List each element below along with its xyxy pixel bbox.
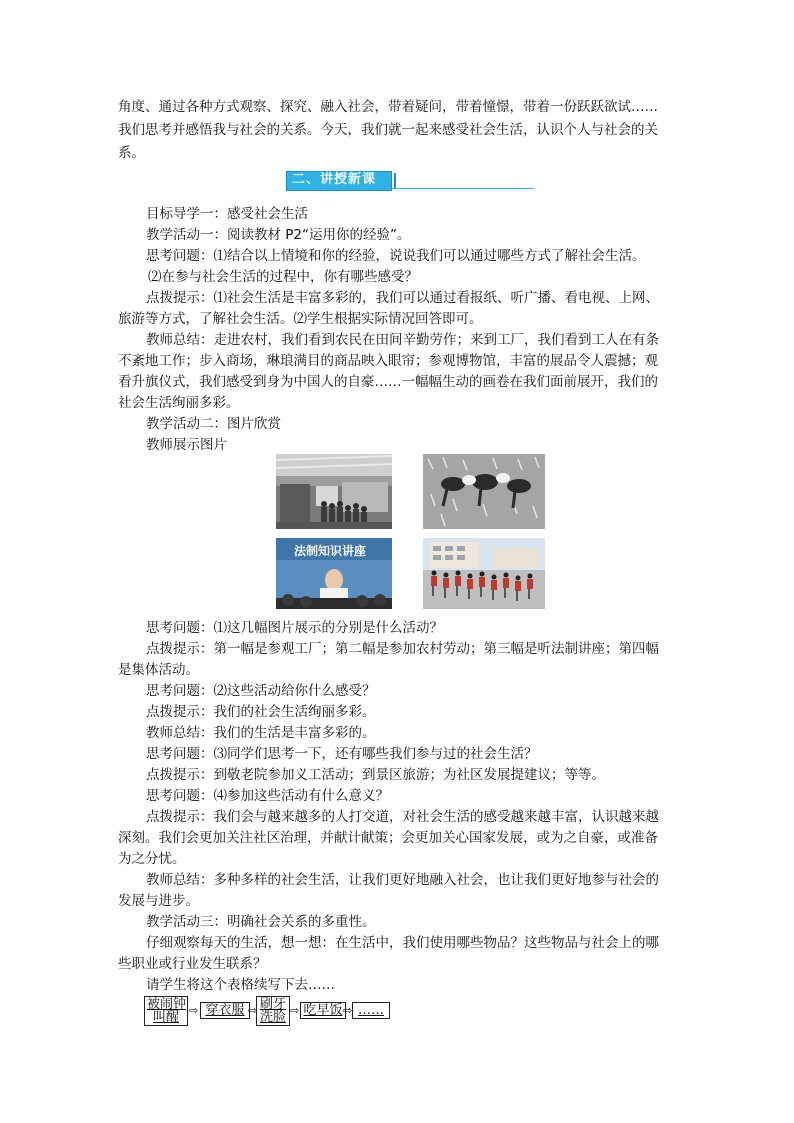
flow-arrow-icon: ⇨ (248, 1004, 258, 1017)
flow-box-more: …… (352, 1002, 390, 1019)
flow-box-breakfast: 吃早饭 (300, 1002, 346, 1019)
paragraph-line: 思考问题：⑴结合以上情境和你的经验，说说我们可以通过哪些方式了解社会生活。 (146, 248, 646, 264)
paragraph-line: 思考问题：⑴这几幅图片展示的分别是什么活动？ (146, 620, 443, 636)
paragraph-line: 思考问题：⑵这些活动给你什么感受？ (146, 683, 376, 699)
paragraph-line: 不紊地工作；步入商场，琳琅满目的商品映入眼帘；参观博物馆，丰富的展品令人震撼；观 (118, 353, 658, 369)
paragraph-line: 系。 (118, 145, 145, 161)
paragraph-line: 些职业或行业发生联系？ (118, 956, 267, 972)
paragraph-line: 社会生活绚丽多彩。 (118, 395, 240, 411)
flow-box-wash (256, 996, 290, 1026)
paragraph-line: 教师展示图片 (146, 437, 227, 453)
paragraph-line: 深刻。我们会更加关注社区治理，并献计献策；会更加关心国家发展，或为之自豪，或准备 (118, 830, 658, 846)
paragraph-line: 看升旗仪式，我们感受到身为中国人的自豪……一幅幅生动的画卷在我们面前展开，我们的 (118, 374, 658, 390)
flow-box-alarm (144, 996, 188, 1026)
paragraph-line: 教师总结：我们的生活是丰富多彩的。 (146, 725, 376, 741)
paragraph-line: 点拨提示：我们会与越来越多的人打交道，对社会生活的感受越来越丰富，认识越来越 (146, 809, 659, 825)
paragraph-line: 点拨提示：⑴社会生活是丰富多彩的，我们可以通过看报纸、听广播、看电视、上网、 (146, 290, 659, 306)
farm-labor-photo (423, 454, 545, 529)
paragraph-line: 教师总结：走进农村，我们看到农民在田间辛勤劳作；来到工厂，我们看到工人在有条 (146, 332, 659, 348)
section-heading-banner (286, 171, 534, 190)
section-heading: 二、讲授新课 (292, 172, 377, 187)
flow-box-wash-line2: 洗脸 (259, 1010, 286, 1025)
flow-arrow-icon: ⇨ (189, 1004, 199, 1017)
paragraph-line: 教师总结：多种多样的社会生活，让我们更好地融入社会，也让我们更好地参与社会的 (146, 872, 659, 888)
paragraph-line: 教学活动一：阅读教材 P2“运用你的经验”。 (146, 227, 411, 243)
paragraph-line: 教学活动三：明确社会关系的多重性。 (146, 914, 376, 930)
section-heading-underline (392, 188, 534, 189)
paragraph-line: 发展与进步。 (118, 893, 199, 909)
flow-box-alarm-line2: 叫醒 (152, 1010, 179, 1025)
paragraph-line: 教学活动二：图片欣赏 (146, 416, 281, 432)
paragraph-line: 目标导学一：感受社会生活 (146, 206, 308, 222)
paragraph-line: 为之分忧。 (118, 851, 186, 867)
flow-box-dress: 穿衣服 (200, 1002, 250, 1019)
daily-routine-flow (144, 996, 404, 1024)
paragraph-line: 是集体活动。 (118, 662, 199, 678)
flow-arrow-icon: ⇨ (290, 1004, 300, 1017)
lecture-banner-text: 法制知识讲座 (294, 544, 367, 558)
flow-box-wash-line1: 刷牙 (259, 997, 286, 1012)
flow-arrow-icon: ⇨ (343, 1004, 353, 1017)
paragraph-line: 角度、通过各种方式观察、探究、融入社会，带着疑问，带着憧憬，带着一份跃跃欲试…… (118, 99, 658, 115)
section-heading-bar (394, 173, 396, 188)
paragraph-line: 旅游等方式，了解社会生活。⑵学生根据实际情况回答即可。 (118, 311, 483, 327)
flow-box-alarm-line1: 被闹钟 (147, 997, 187, 1012)
legal-lecture-photo (276, 538, 392, 609)
paragraph-line: 思考问题：⑷参加这些活动有什么意义？ (146, 788, 389, 804)
paragraph-line: 仔细观察每天的生活，想一想：在生活中，我们使用哪些物品？这些物品与社会上的哪 (146, 935, 659, 951)
paragraph-line: 点拨提示：第一幅是参观工厂；第二幅是参加农村劳动；第三幅是听法制讲座；第四幅 (146, 641, 659, 657)
paragraph-line: 请学生将这个表格续写下去…… (146, 977, 335, 993)
paragraph-line: 点拨提示：我们的社会生活绚丽多彩。 (146, 704, 376, 720)
paragraph-line: 思考问题：⑶同学们思考一下，还有哪些我们参与过的社会生活？ (146, 746, 538, 762)
paragraph-line: ⑵在参与社会生活的过程中，你有哪些感受？ (148, 269, 418, 285)
paragraph-line: 点拨提示：到敬老院参加义工活动；到景区旅游；为社区发展提建议；等等。 (146, 767, 605, 783)
group-activity-photo (423, 538, 545, 609)
paragraph-line: 我们思考并感悟我与社会的关系。今天，我们就一起来感受社会生活，认识个人与社会的关 (118, 122, 658, 138)
factory-visit-photo (276, 454, 392, 529)
